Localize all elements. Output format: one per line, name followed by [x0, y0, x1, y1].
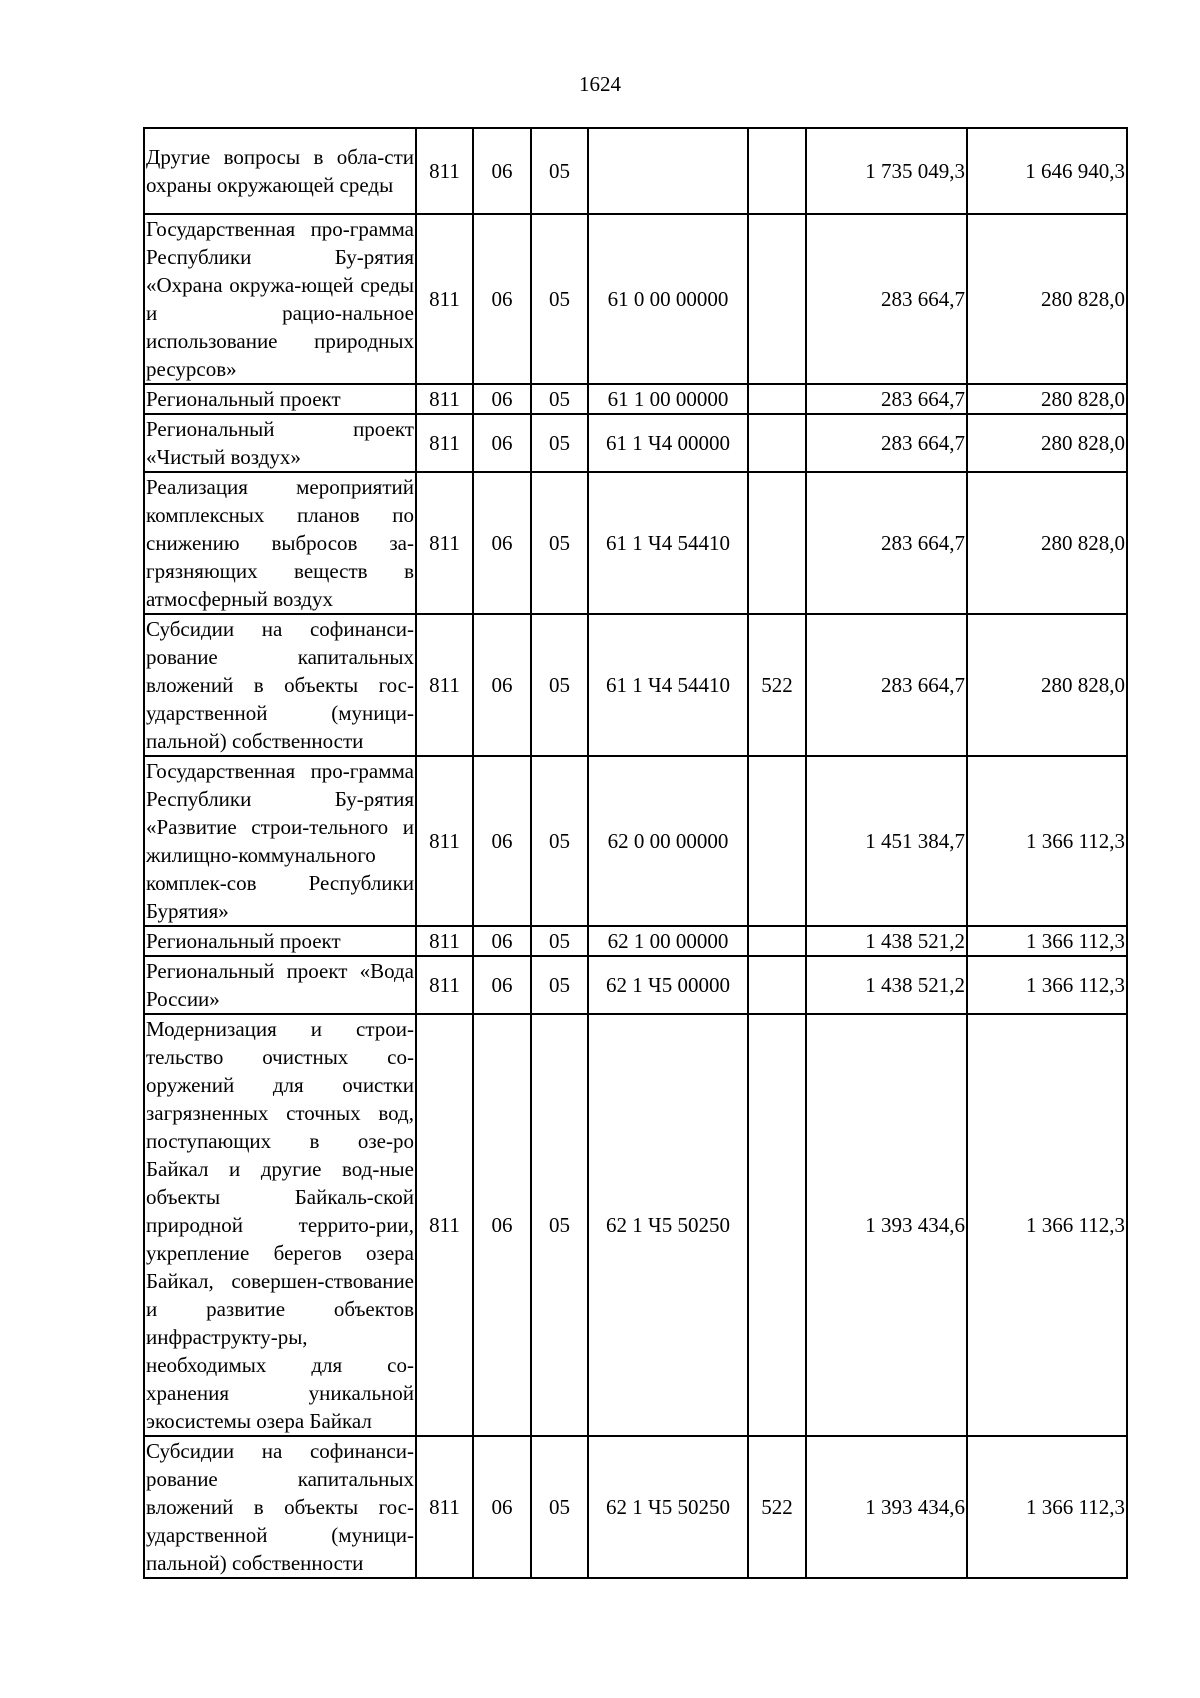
row-subsection: 05 [531, 614, 588, 756]
row-subsection: 05 [531, 956, 588, 1014]
row-name: Реализация мероприятий комплексных планов по снижению выбросов за-грязняющих веществ в атмосферный воздух [144, 472, 416, 614]
row-code: 811 [416, 1436, 473, 1578]
row-expense-type [748, 128, 806, 214]
row-amount-1: 1 393 434,6 [806, 1014, 967, 1436]
row-name: Региональный проект [144, 926, 416, 956]
table-row [144, 214, 1127, 384]
row-code: 811 [416, 384, 473, 414]
row-code: 811 [416, 214, 473, 384]
row-target: 61 1 Ч4 54410 [588, 472, 748, 614]
row-target: 62 1 Ч5 50250 [588, 1436, 748, 1578]
row-section: 06 [473, 1014, 531, 1436]
row-amount-2: 280 828,0 [967, 472, 1127, 614]
table-body [144, 128, 1127, 1578]
table-row [144, 384, 1127, 414]
row-code: 811 [416, 926, 473, 956]
row-amount-1: 283 664,7 [806, 472, 967, 614]
row-subsection: 05 [531, 1436, 588, 1578]
row-code: 811 [416, 1014, 473, 1436]
row-name: Региональный проект [144, 384, 416, 414]
row-amount-2: 280 828,0 [967, 414, 1127, 472]
table-row [144, 926, 1127, 956]
row-amount-2: 280 828,0 [967, 614, 1127, 756]
row-amount-2: 1 366 112,3 [967, 1014, 1127, 1436]
budget-table [143, 127, 1128, 1579]
row-amount-1: 283 664,7 [806, 214, 967, 384]
row-amount-2: 1 366 112,3 [967, 756, 1127, 926]
row-expense-type [748, 1014, 806, 1436]
row-subsection: 05 [531, 1014, 588, 1436]
row-subsection: 05 [531, 414, 588, 472]
row-section: 06 [473, 756, 531, 926]
row-expense-type [748, 926, 806, 956]
row-subsection: 05 [531, 926, 588, 956]
row-expense-type: 522 [748, 1436, 806, 1578]
row-subsection: 05 [531, 384, 588, 414]
row-amount-1: 283 664,7 [806, 384, 967, 414]
row-section: 06 [473, 956, 531, 1014]
row-subsection: 05 [531, 214, 588, 384]
row-expense-type [748, 214, 806, 384]
row-subsection: 05 [531, 128, 588, 214]
row-section: 06 [473, 1436, 531, 1578]
row-amount-2: 1 646 940,3 [967, 128, 1127, 214]
row-section: 06 [473, 926, 531, 956]
row-expense-type [748, 414, 806, 472]
row-name: Региональный проект «Чистый воздух» [144, 414, 416, 472]
row-expense-type: 522 [748, 614, 806, 756]
row-amount-2: 1 366 112,3 [967, 956, 1127, 1014]
row-amount-2: 1 366 112,3 [967, 926, 1127, 956]
row-expense-type [748, 756, 806, 926]
row-name: Субсидии на софинанси-рование капитальных вложений в объекты гос-ударственной (муници-пальной) собственности [144, 614, 416, 756]
table-row [144, 956, 1127, 1014]
table-row [144, 128, 1127, 214]
row-target: 61 1 Ч4 54410 [588, 614, 748, 756]
row-subsection: 05 [531, 472, 588, 614]
row-name: Государственная про-грамма Республики Бу-рятия «Охрана окружа-ющей среды и рацио-нальное использование природных ресурсов» [144, 214, 416, 384]
row-amount-1: 1 438 521,2 [806, 956, 967, 1014]
row-code: 811 [416, 128, 473, 214]
row-target: 62 0 00 00000 [588, 756, 748, 926]
row-section: 06 [473, 414, 531, 472]
row-amount-2: 280 828,0 [967, 384, 1127, 414]
row-section: 06 [473, 128, 531, 214]
row-target: 62 1 Ч5 00000 [588, 956, 748, 1014]
table-row [144, 1014, 1127, 1436]
row-section: 06 [473, 472, 531, 614]
row-section: 06 [473, 614, 531, 756]
row-amount-1: 283 664,7 [806, 414, 967, 472]
row-amount-1: 1 393 434,6 [806, 1436, 967, 1578]
row-name: Государственная про-грамма Республики Бу-рятия «Развитие строи-тельного и жилищно-коммунального комплек-сов Республики Бурятия» [144, 756, 416, 926]
table-row [144, 414, 1127, 472]
row-name: Региональный проект «Вода России» [144, 956, 416, 1014]
row-code: 811 [416, 472, 473, 614]
row-target: 62 1 Ч5 50250 [588, 1014, 748, 1436]
row-name: Другие вопросы в обла-сти охраны окружающей среды [144, 128, 416, 214]
row-code: 811 [416, 614, 473, 756]
row-code: 811 [416, 956, 473, 1014]
table-row [144, 756, 1127, 926]
row-amount-1: 1 438 521,2 [806, 926, 967, 956]
row-amount-1: 1 735 049,3 [806, 128, 967, 214]
row-expense-type [748, 472, 806, 614]
row-target: 61 0 00 00000 [588, 214, 748, 384]
row-target: 61 1 00 00000 [588, 384, 748, 414]
row-amount-2: 280 828,0 [967, 214, 1127, 384]
row-subsection: 05 [531, 756, 588, 926]
table-row [144, 1436, 1127, 1578]
table-row [144, 472, 1127, 614]
table-row [144, 614, 1127, 756]
row-section: 06 [473, 384, 531, 414]
page-number: 1624 [579, 72, 621, 96]
row-expense-type [748, 956, 806, 1014]
row-target: 61 1 Ч4 00000 [588, 414, 748, 472]
row-target [588, 128, 748, 214]
row-section: 06 [473, 214, 531, 384]
row-name: Модернизация и строи-тельство очистных со-оружений для очистки загрязненных сточных вод, поступающих в озе-ро Байкал и другие вод-ные объекты Байкаль-ской природной террито-рии, укрепление берегов озера Байкал, совершен-ствование и развитие объектов инфраструкту-ры, необходимых для со-хранения уникальной экосистемы озера Байкал [144, 1014, 416, 1436]
row-amount-1: 1 451 384,7 [806, 756, 967, 926]
row-target: 62 1 00 00000 [588, 926, 748, 956]
row-code: 811 [416, 756, 473, 926]
row-amount-2: 1 366 112,3 [967, 1436, 1127, 1578]
row-expense-type [748, 384, 806, 414]
row-name: Субсидии на софинанси-рование капитальных вложений в объекты гос-ударственной (муници-пальной) собственности [144, 1436, 416, 1578]
row-code: 811 [416, 414, 473, 472]
row-amount-1: 283 664,7 [806, 614, 967, 756]
